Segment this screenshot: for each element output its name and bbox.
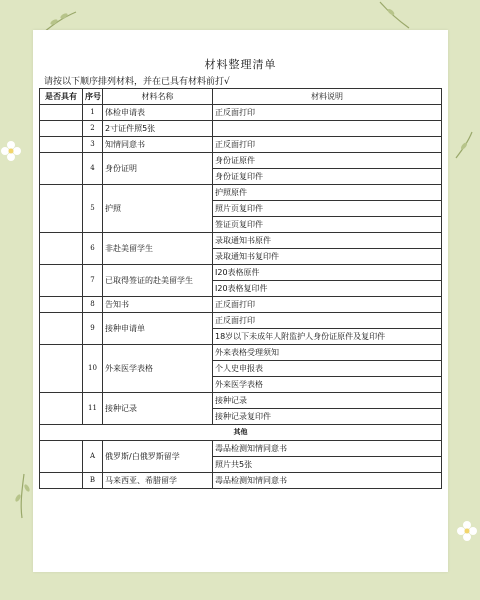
material-name-cell: 俄罗斯/白俄罗斯留学: [103, 441, 213, 473]
material-desc-cell: 外来表格受理须知: [213, 345, 442, 361]
section-title: 其他: [40, 425, 442, 441]
material-name-cell: 2寸证件照5张: [103, 121, 213, 137]
leaf-sprig-icon: [10, 470, 34, 520]
material-name-cell: 非赴美留学生: [103, 233, 213, 265]
material-desc-cell: 身份证原件: [213, 153, 442, 169]
table-row: [40, 137, 442, 153]
check-cell[interactable]: [40, 473, 83, 489]
seq-cell: 1: [83, 105, 103, 121]
material-name-cell: 身份证明: [103, 153, 213, 185]
check-cell[interactable]: [40, 265, 83, 297]
table-row: [40, 313, 442, 329]
leaf-sprig-icon: [452, 130, 476, 160]
material-desc-cell: 毒品检测知情同意书: [213, 473, 442, 489]
material-desc-cell: 护照原件: [213, 185, 442, 201]
material-name-cell: 接种记录: [103, 393, 213, 425]
table-row: [40, 153, 442, 169]
table-row: [40, 105, 442, 121]
material-desc-cell: 外来医学表格: [213, 377, 442, 393]
material-desc-cell: I20表格原件: [213, 265, 442, 281]
material-desc-cell: 正反面打印: [213, 137, 442, 153]
check-cell[interactable]: [40, 393, 83, 425]
material-desc-cell: 正反面打印: [213, 297, 442, 313]
table-row: [40, 233, 442, 249]
check-cell[interactable]: [40, 313, 83, 345]
material-name-cell: 外来医学表格: [103, 345, 213, 393]
table-row: [40, 473, 442, 489]
table-row: [40, 297, 442, 313]
material-desc-cell: I20表格复印件: [213, 281, 442, 297]
material-desc-cell: 接种记录: [213, 393, 442, 409]
check-cell[interactable]: [40, 105, 83, 121]
material-name-cell: 知情同意书: [103, 137, 213, 153]
seq-cell: 4: [83, 153, 103, 185]
table-row: [40, 185, 442, 201]
material-desc-cell: 照片页复印件: [213, 201, 442, 217]
seq-cell: 9: [83, 313, 103, 345]
document-instruction: 请按以下顺序排列材料，并在已具有材料前打√: [44, 77, 230, 87]
seq-cell: 2: [83, 121, 103, 137]
seq-cell: 5: [83, 185, 103, 233]
seq-cell: 10: [83, 345, 103, 393]
seq-cell: A: [83, 441, 103, 473]
material-desc-cell: [213, 121, 442, 137]
table-header-row: [40, 89, 442, 105]
check-cell[interactable]: [40, 185, 83, 233]
material-desc-cell: 录取通知书原件: [213, 233, 442, 249]
seq-cell: 3: [83, 137, 103, 153]
seq-cell: B: [83, 473, 103, 489]
header-name: 材料名称: [103, 89, 213, 105]
document-title: 材料整理清单: [204, 58, 277, 71]
material-desc-cell: 身份证复印件: [213, 169, 442, 185]
check-cell[interactable]: [40, 153, 83, 185]
check-cell[interactable]: [40, 121, 83, 137]
material-desc-cell: 正反面打印: [213, 105, 442, 121]
table-row: [40, 121, 442, 137]
material-desc-cell: 18岁以下未成年人附监护人身份证原件及复印件: [213, 329, 442, 345]
header-seq: 序号: [83, 89, 103, 105]
material-name-cell: 接种申请单: [103, 313, 213, 345]
material-name-cell: 体检申请表: [103, 105, 213, 121]
material-desc-cell: 照片共5张: [213, 457, 442, 473]
check-cell[interactable]: [40, 345, 83, 393]
material-desc-cell: 正反面打印: [213, 313, 442, 329]
seq-cell: 8: [83, 297, 103, 313]
check-cell[interactable]: [40, 441, 83, 473]
seq-cell: 6: [83, 233, 103, 265]
material-desc-cell: 毒品检测知情同意书: [213, 441, 442, 457]
material-desc-cell: 接种记录复印件: [213, 409, 442, 425]
table-row: [40, 345, 442, 361]
header-check: 是否具有: [40, 89, 83, 105]
seq-cell: 11: [83, 393, 103, 425]
material-desc-cell: 个人史申报表: [213, 361, 442, 377]
table-row: [40, 393, 442, 409]
materials-table: [39, 88, 442, 489]
material-desc-cell: 录取通知书复印件: [213, 249, 442, 265]
flower-icon: [456, 520, 478, 542]
material-name-cell: 告知书: [103, 297, 213, 313]
section-row-other: [40, 425, 442, 441]
table-row: [40, 441, 442, 457]
material-desc-cell: 签证页复印件: [213, 217, 442, 233]
check-cell[interactable]: [40, 297, 83, 313]
leaf-sprig-icon: [375, 0, 415, 30]
check-cell[interactable]: [40, 233, 83, 265]
table-row: [40, 265, 442, 281]
check-cell[interactable]: [40, 137, 83, 153]
header-desc: 材料说明: [213, 89, 442, 105]
document-paper: [33, 30, 448, 572]
material-name-cell: 已取得签证的赴美留学生: [103, 265, 213, 297]
seq-cell: 7: [83, 265, 103, 297]
material-name-cell: 护照: [103, 185, 213, 233]
material-name-cell: 马来西亚、希腊留学: [103, 473, 213, 489]
flower-icon: [0, 140, 22, 162]
